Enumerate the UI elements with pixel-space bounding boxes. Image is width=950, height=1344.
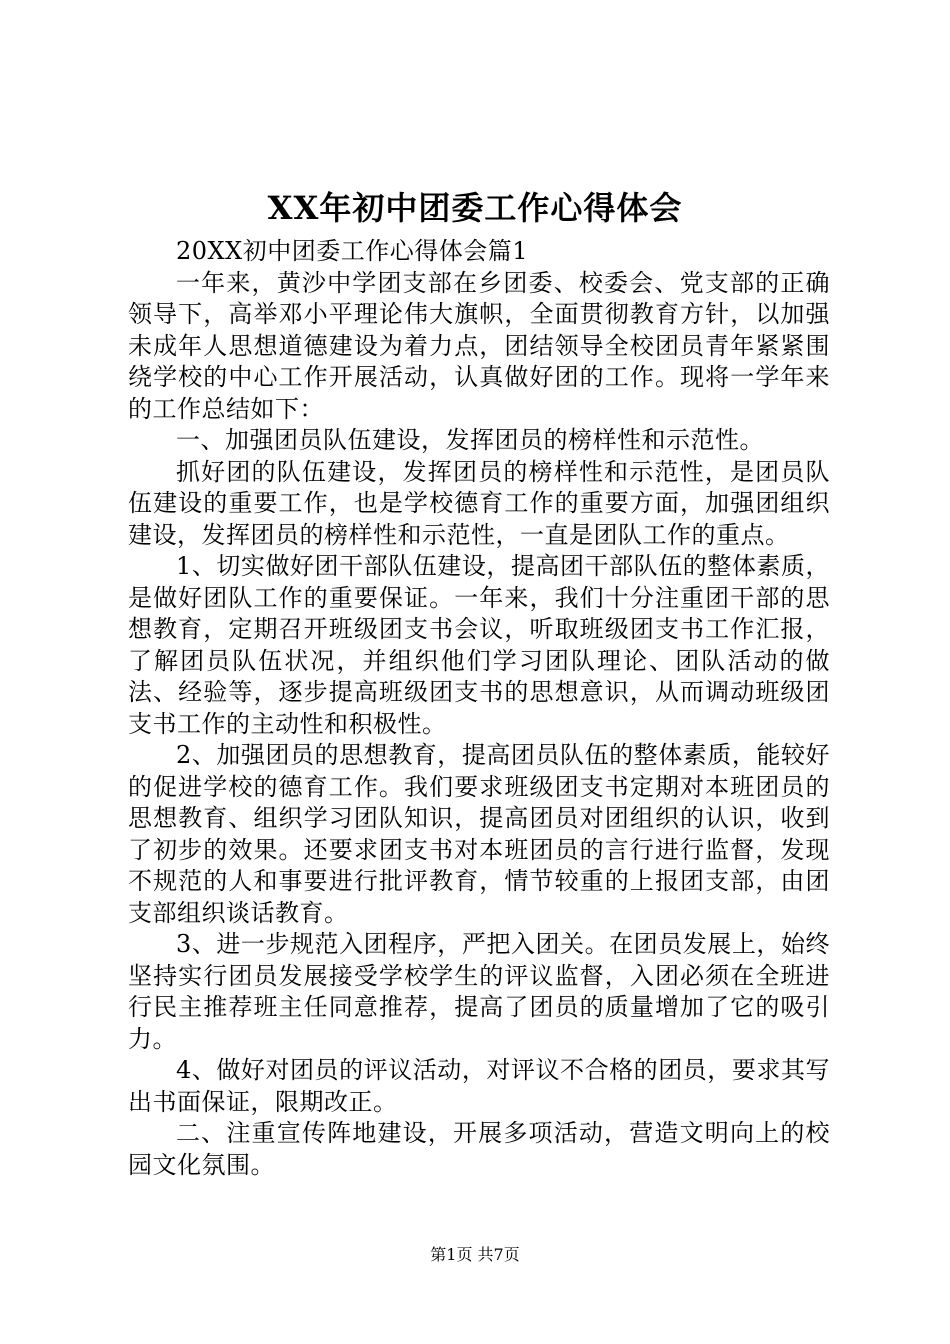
paragraph: 一年来，黄沙中学团支部在乡团委、校委会、党支部的正确领导下，高举邓小平理论伟大旗帜，全面贯彻教育方针，以加强未成年人思想道德建设为着力点，团结领导全校团员青年紧紧围绕学校的中心工作开展活动，认真做好团的工作。现将一学年来的工作总结如下：: [128, 268, 830, 423]
list-item: 3、进一步规范入团程序，严把入团关。在团员发展上，始终坚持实行团员发展接受学校学生的评议监督，入团必须在全班进行民主推荐班主任同意推荐，提高了团员的质量增加了它的吸引力。: [128, 930, 830, 1053]
section-heading: 20XX初中团委工作心得体会篇1: [176, 237, 528, 265]
document-title: XX年初中团委工作心得体会: [267, 189, 683, 227]
list-item: 4、做好对团员的评议活动，对评议不合格的团员，要求其写出书面保证，限期改正。: [128, 1056, 830, 1116]
paragraph: 抓好团的队伍建设，发挥团员的榜样性和示范性，是团员队伍建设的重要工作，也是学校德育工作的重要方面，加强团组织建设，发挥团员的榜样性和示范性，一直是团队工作的重点。: [128, 457, 830, 549]
page-footer: 第1页 共7页: [430, 1245, 520, 1264]
subsection-heading: 二、注重宣传阵地建设，开展多项活动，营造文明向上的校园文化氛围。: [128, 1119, 830, 1179]
list-item: 1、切实做好团干部队伍建设，提高团干部队伍的整体素质，是做好团队工作的重要保证。一年来，我们十分注重团干部的思想教育，定期召开班级团支书会议，听取班级团支书工作汇报，了解团员队伍状况，并组织他们学习团队理论、团队活动的做法、经验等，逐步提高班级团支书的思想意识，从而调动班级团支书工作的主动性和积极性。: [128, 552, 830, 738]
document-body: [128, 236, 830, 1181]
list-item: 2、加强团员的思想教育，提高团员队伍的整体素质，能较好的促进学校的德育工作。我们要求班级团支书定期对本班团员的思想教育、组织学习团队知识，提高团员对团组织的认识，收到了初步的效果。还要求团支书对本班团员的言行进行监督，发现不规范的人和事要进行批评教育，情节较重的上报团支部，由团支部组织谈话教育。: [128, 741, 830, 927]
subsection-heading: 一、加强团员队伍建设，发挥团员的榜样性和示范性。: [176, 426, 764, 454]
